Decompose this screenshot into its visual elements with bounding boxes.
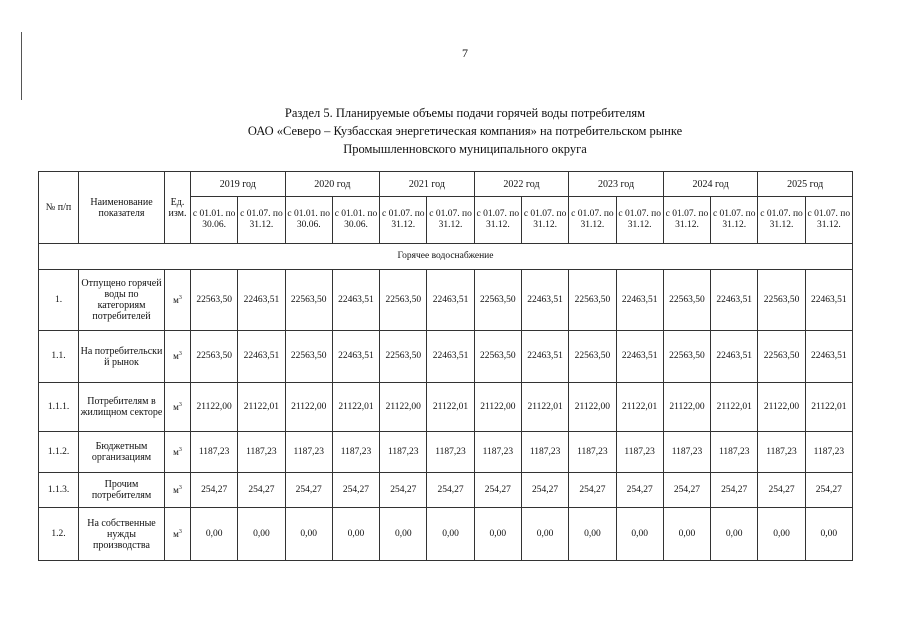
value-cell: 0,00	[238, 508, 285, 561]
unit-base: м	[173, 446, 179, 457]
value-cell: 22463,51	[238, 331, 285, 383]
value-cell: 254,27	[521, 473, 568, 508]
col-header-name: Наименование показателя	[79, 172, 165, 244]
value-cell: 22563,50	[758, 331, 805, 383]
title-line-2: ОАО «Северо – Кузбасская энергетическая компания» на потребительском рынке	[247, 124, 683, 138]
value-cell: 22463,51	[521, 270, 568, 331]
value-cell: 0,00	[616, 508, 663, 561]
value-cell: 254,27	[616, 473, 663, 508]
value-cell: 254,27	[380, 473, 427, 508]
period-header: с 01.01. по 30.06.	[285, 197, 332, 244]
title-line-1: Раздел 5. Планируемые объемы подачи горячей воды потребителям	[284, 106, 646, 120]
value-cell: 1187,23	[616, 432, 663, 473]
value-cell: 1187,23	[285, 432, 332, 473]
value-cell: 21122,00	[663, 383, 710, 432]
period-header: с 01.07. по 31.12.	[758, 197, 805, 244]
value-cell: 22563,50	[285, 270, 332, 331]
page-number: 7	[462, 46, 468, 60]
section-header: Горячее водоснабжение	[39, 244, 853, 270]
unit-base: м	[173, 294, 179, 305]
value-cell: 254,27	[191, 473, 238, 508]
period-header: с 01.07. по 31.12.	[616, 197, 663, 244]
value-cell: 254,27	[285, 473, 332, 508]
value-cell: 22563,50	[191, 270, 238, 331]
value-cell: 0,00	[758, 508, 805, 561]
year-header: 2019 год	[191, 172, 286, 197]
value-cell: 22463,51	[616, 331, 663, 383]
unit-superscript: 3	[178, 528, 182, 535]
value-cell: 254,27	[758, 473, 805, 508]
value-cell: 254,27	[711, 473, 758, 508]
year-header: 2024 год	[663, 172, 758, 197]
value-cell: 22563,50	[663, 270, 710, 331]
value-cell: 254,27	[332, 473, 379, 508]
row-name: На потребительски й рынок	[79, 331, 165, 383]
row-name: Потребителям в жилищном секторе	[79, 383, 165, 432]
value-cell: 21122,01	[805, 383, 852, 432]
value-cell: 0,00	[191, 508, 238, 561]
value-cell: 0,00	[332, 508, 379, 561]
period-header: с 01.07. по 31.12.	[238, 197, 285, 244]
row-name: Прочим потребителям	[79, 473, 165, 508]
row-unit	[165, 508, 191, 561]
value-cell: 22563,50	[285, 331, 332, 383]
unit-superscript: 3	[178, 484, 182, 491]
value-cell: 0,00	[380, 508, 427, 561]
document-title	[0, 104, 905, 158]
value-cell: 22463,51	[521, 331, 568, 383]
value-cell: 22463,51	[332, 331, 379, 383]
row-unit	[165, 473, 191, 508]
year-header: 2021 год	[380, 172, 475, 197]
value-cell: 1187,23	[521, 432, 568, 473]
row-unit	[165, 383, 191, 432]
value-cell: 1187,23	[191, 432, 238, 473]
value-cell: 1187,23	[332, 432, 379, 473]
table-row	[39, 508, 853, 561]
period-header: с 01.07. по 31.12.	[711, 197, 758, 244]
value-cell: 21122,01	[238, 383, 285, 432]
value-cell: 22463,51	[427, 270, 474, 331]
value-cell: 22463,51	[711, 270, 758, 331]
value-cell: 21122,01	[711, 383, 758, 432]
value-cell: 254,27	[805, 473, 852, 508]
period-header: с 01.07. по 31.12.	[805, 197, 852, 244]
value-cell: 21122,01	[521, 383, 568, 432]
value-cell: 22463,51	[616, 270, 663, 331]
value-cell: 21122,01	[332, 383, 379, 432]
unit-base: м	[173, 401, 179, 412]
value-cell: 21122,01	[427, 383, 474, 432]
period-header: с 01.07. по 31.12.	[663, 197, 710, 244]
value-cell: 0,00	[427, 508, 474, 561]
value-cell: 21122,01	[616, 383, 663, 432]
value-cell: 22563,50	[380, 270, 427, 331]
unit-base: м	[173, 528, 179, 539]
row-name: На собственные нужды производства	[79, 508, 165, 561]
row-number: 1.1.	[39, 331, 79, 383]
period-header: с 01.07. по 31.12.	[521, 197, 568, 244]
value-cell: 254,27	[427, 473, 474, 508]
row-unit	[165, 432, 191, 473]
period-header: с 01.01. по 30.06.	[191, 197, 238, 244]
value-cell: 22563,50	[191, 331, 238, 383]
value-cell: 0,00	[521, 508, 568, 561]
value-cell: 0,00	[285, 508, 332, 561]
value-cell: 22563,50	[758, 270, 805, 331]
value-cell: 21122,00	[380, 383, 427, 432]
row-number: 1.	[39, 270, 79, 331]
value-cell: 254,27	[569, 473, 616, 508]
unit-superscript: 3	[178, 446, 182, 453]
value-cell: 22463,51	[238, 270, 285, 331]
value-cell: 22463,51	[805, 331, 852, 383]
table-row	[39, 270, 853, 331]
value-cell: 1187,23	[427, 432, 474, 473]
value-cell: 254,27	[474, 473, 521, 508]
table-row	[39, 473, 853, 508]
row-unit	[165, 331, 191, 383]
value-cell: 1187,23	[569, 432, 616, 473]
row-unit	[165, 270, 191, 331]
value-cell: 0,00	[711, 508, 758, 561]
col-header-number: № п/п	[39, 172, 79, 244]
period-header: с 01.07. по 31.12.	[474, 197, 521, 244]
row-number: 1.1.1.	[39, 383, 79, 432]
value-cell: 0,00	[569, 508, 616, 561]
title-line-3: Промышленновского муниципального округа	[343, 142, 587, 156]
value-cell: 0,00	[663, 508, 710, 561]
value-cell: 1187,23	[380, 432, 427, 473]
value-cell: 21122,00	[285, 383, 332, 432]
value-cell: 1187,23	[474, 432, 521, 473]
hot-water-volume-table	[38, 171, 853, 561]
value-cell: 21122,00	[569, 383, 616, 432]
value-cell: 22563,50	[569, 331, 616, 383]
value-cell: 22463,51	[427, 331, 474, 383]
period-header: с 01.07. по 31.12.	[427, 197, 474, 244]
value-cell: 21122,00	[191, 383, 238, 432]
margin-line	[21, 32, 22, 100]
value-cell: 1187,23	[663, 432, 710, 473]
unit-superscript: 3	[178, 401, 182, 408]
value-cell: 254,27	[663, 473, 710, 508]
unit-superscript: 3	[178, 294, 182, 301]
year-header: 2023 год	[569, 172, 664, 197]
value-cell: 22463,51	[332, 270, 379, 331]
unit-base: м	[173, 484, 179, 495]
row-name: Бюджетным организациям	[79, 432, 165, 473]
value-cell: 22463,51	[805, 270, 852, 331]
value-cell: 21122,00	[474, 383, 521, 432]
table-row	[39, 331, 853, 383]
value-cell: 22563,50	[380, 331, 427, 383]
period-header: с 01.07. по 31.12.	[569, 197, 616, 244]
period-header: с 01.01. по 30.06.	[332, 197, 379, 244]
period-header: с 01.07. по 31.12.	[380, 197, 427, 244]
value-cell: 22463,51	[711, 331, 758, 383]
value-cell: 22563,50	[474, 331, 521, 383]
row-name: Отпущено горячей воды по категориям потребителей	[79, 270, 165, 331]
row-number: 1.1.2.	[39, 432, 79, 473]
year-header: 2025 год	[758, 172, 853, 197]
value-cell: 0,00	[805, 508, 852, 561]
row-number: 1.1.3.	[39, 473, 79, 508]
table-row	[39, 432, 853, 473]
year-header: 2020 год	[285, 172, 380, 197]
col-header-unit: Ед. изм.	[165, 172, 191, 244]
value-cell: 1187,23	[238, 432, 285, 473]
value-cell: 1187,23	[711, 432, 758, 473]
value-cell: 0,00	[474, 508, 521, 561]
value-cell: 1187,23	[758, 432, 805, 473]
value-cell: 22563,50	[569, 270, 616, 331]
unit-superscript: 3	[178, 351, 182, 357]
row-number: 1.2.	[39, 508, 79, 561]
value-cell: 22563,50	[663, 331, 710, 383]
table-row	[39, 383, 853, 432]
value-cell: 254,27	[238, 473, 285, 508]
value-cell: 1187,23	[805, 432, 852, 473]
year-header: 2022 год	[474, 172, 569, 197]
unit-base: м	[173, 351, 179, 361]
value-cell: 21122,00	[758, 383, 805, 432]
value-cell: 22563,50	[474, 270, 521, 331]
